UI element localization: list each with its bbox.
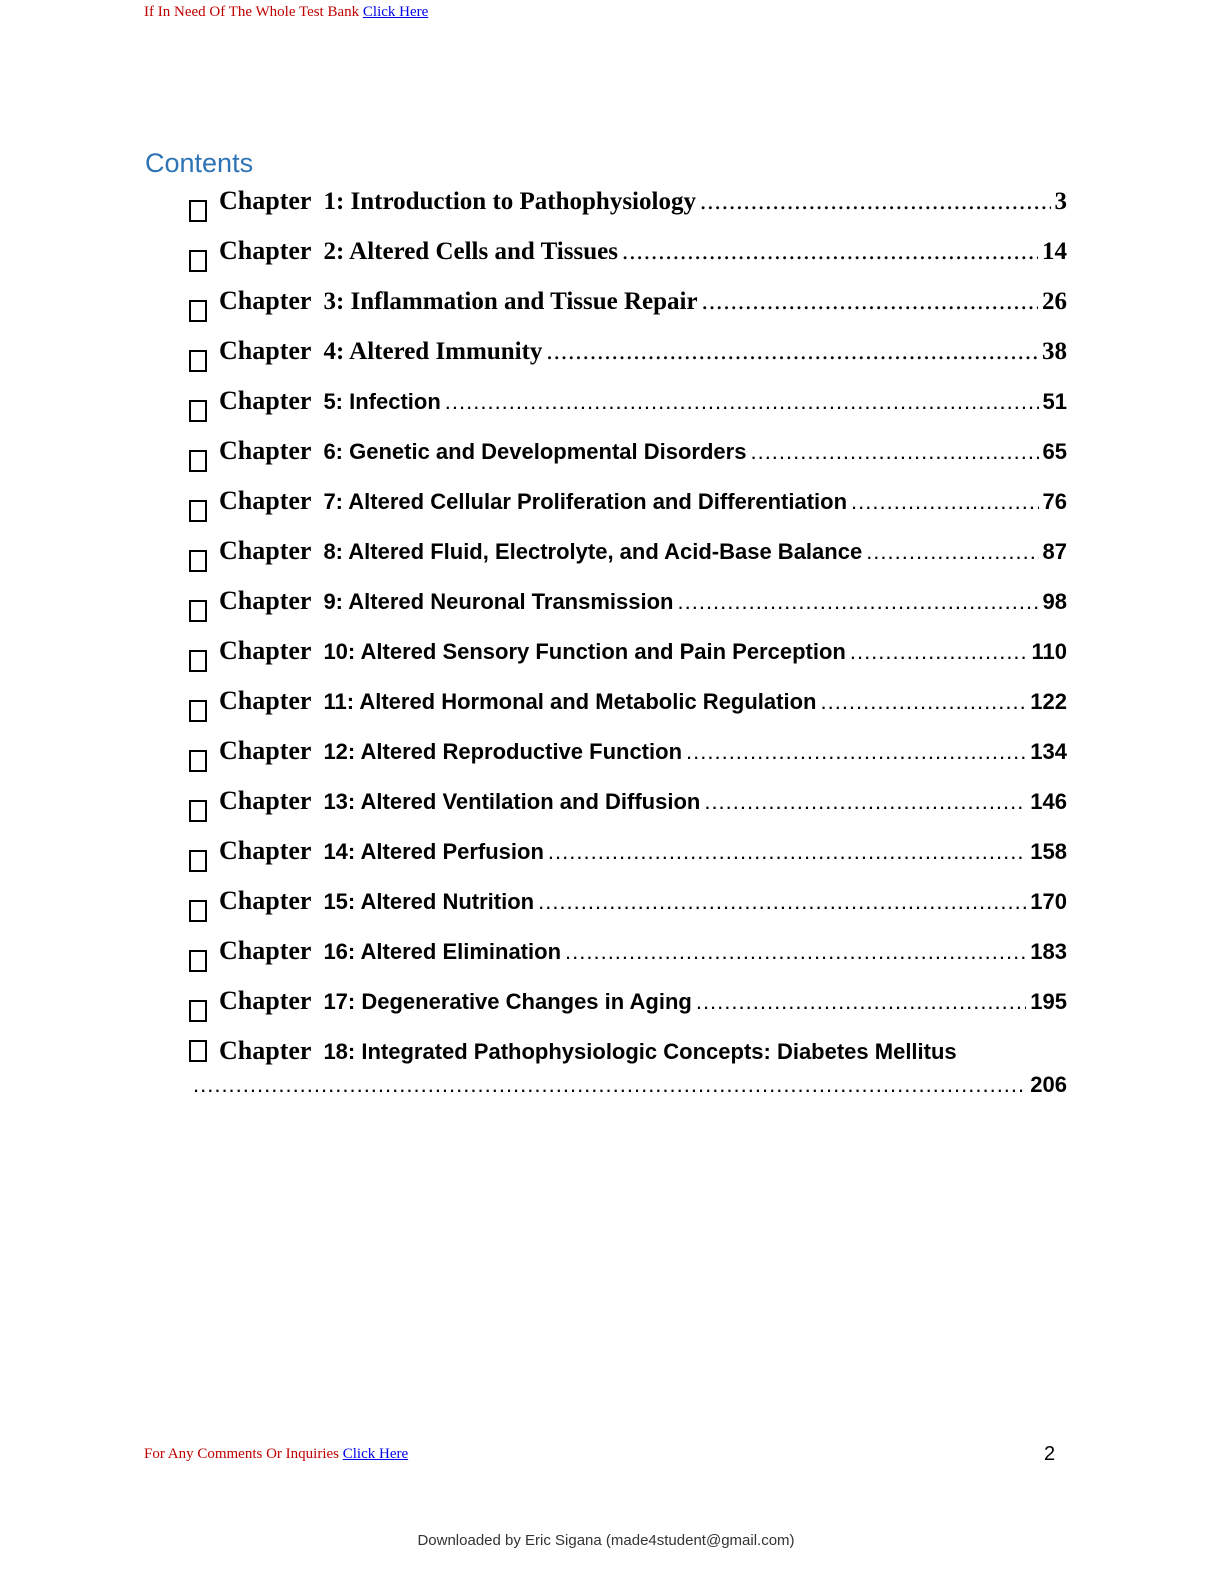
toc-entry[interactable]: [189, 236, 1067, 286]
toc-entry[interactable]: [189, 536, 1067, 586]
toc-chapter-word: Chapter: [219, 636, 312, 665]
toc-title: 11: Altered Hormonal and Metabolic Regulation: [323, 689, 817, 714]
toc-title: 4: Altered Immunity: [323, 338, 543, 365]
toc-page: 38: [1042, 338, 1067, 365]
footer-note-text: For Any Comments Or Inquiries: [144, 1446, 339, 1462]
toc-title: 17: Degenerative Changes in Aging: [323, 989, 692, 1014]
header-note: [144, 4, 428, 21]
toc-title: 8: Altered Fluid, Electrolyte, and Acid-Base Balance: [323, 539, 863, 564]
dot-leader: [548, 839, 1026, 865]
dot-leader: [538, 889, 1026, 915]
toc-entry[interactable]: [189, 186, 1067, 236]
toc-chapter-word: Chapter: [219, 986, 312, 1015]
toc-page: 110: [1031, 639, 1067, 664]
dot-leader: [546, 338, 1038, 366]
toc-entry[interactable]: [189, 686, 1067, 736]
checkbox-icon: [189, 450, 207, 472]
toc-chapter-word: Chapter: [219, 586, 312, 615]
toc-title: 5: Infection: [323, 389, 441, 414]
dot-leader: [866, 539, 1038, 565]
checkbox-icon: [189, 700, 207, 722]
toc-entry[interactable]: [189, 786, 1067, 836]
toc-entry[interactable]: [189, 736, 1067, 786]
toc-chapter-word: Chapter: [219, 436, 312, 465]
toc-page: 98: [1042, 589, 1067, 614]
toc-entry[interactable]: [189, 386, 1067, 436]
footer-click-here-link[interactable]: Click Here: [342, 1446, 409, 1462]
checkbox-icon: [189, 650, 207, 672]
toc-page: 183: [1030, 939, 1067, 964]
toc-chapter-word: Chapter: [219, 936, 312, 965]
dot-leader: [851, 489, 1038, 515]
checkbox-icon: [189, 300, 207, 322]
toc-entry[interactable]: [189, 636, 1067, 686]
dot-leader: [622, 238, 1038, 266]
toc-entry[interactable]: [189, 1036, 1067, 1098]
toc-page: 3: [1054, 188, 1067, 215]
toc-chapter-word: Chapter: [219, 686, 312, 715]
toc-chapter-word: Chapter: [219, 186, 312, 215]
toc-chapter-word: Chapter: [219, 1036, 312, 1065]
dot-leader: [193, 1072, 1026, 1098]
checkbox-icon: [189, 750, 207, 772]
toc-entry[interactable]: [189, 436, 1067, 486]
toc-entry-continuation: [189, 1072, 1067, 1098]
header-click-here-link[interactable]: Click Here: [362, 4, 429, 20]
toc-page: 158: [1030, 839, 1067, 864]
toc-entry[interactable]: [189, 886, 1067, 936]
toc-page: 87: [1042, 539, 1067, 564]
toc-chapter-word: Chapter: [219, 886, 312, 915]
toc-title: 6: Genetic and Developmental Disorders: [323, 439, 747, 464]
toc-title: 14: Altered Perfusion: [323, 839, 544, 864]
toc-page: 26: [1042, 288, 1067, 315]
toc-entry[interactable]: [189, 336, 1067, 386]
checkbox-icon: [189, 550, 207, 572]
dot-leader: [850, 639, 1028, 665]
checkbox-icon: [189, 250, 207, 272]
toc-entry[interactable]: [189, 586, 1067, 636]
checkbox-icon: [189, 500, 207, 522]
dot-leader: [445, 389, 1039, 415]
toc-page: 206: [1030, 1072, 1067, 1097]
toc-chapter-word: Chapter: [219, 836, 312, 865]
dot-leader: [696, 989, 1026, 1015]
checkbox-icon: [189, 200, 207, 222]
toc-page: 14: [1042, 238, 1067, 265]
toc-title: 16: Altered Elimination: [323, 939, 562, 964]
dot-leader: [686, 739, 1026, 765]
toc-entry[interactable]: [189, 486, 1067, 536]
checkbox-icon: [189, 1000, 207, 1022]
checkbox-icon: [189, 350, 207, 372]
table-of-contents: [189, 186, 1067, 1098]
toc-chapter-word: Chapter: [219, 386, 312, 415]
toc-title: 3: Inflammation and Tissue Repair: [323, 288, 698, 315]
toc-entry[interactable]: [189, 936, 1067, 986]
toc-chapter-word: Chapter: [219, 486, 312, 515]
contents-heading: Contents: [145, 148, 254, 178]
toc-title: 12: Altered Reproductive Function: [323, 739, 683, 764]
header-note-text: If In Need Of The Whole Test Bank: [144, 4, 360, 20]
toc-title: 18: Integrated Pathophysiologic Concepts: Diabetes Mellitus: [323, 1039, 957, 1064]
checkbox-icon: [189, 900, 207, 922]
toc-title: 10: Altered Sensory Function and Pain Perception: [323, 639, 846, 664]
toc-title: 7: Altered Cellular Proliferation and Differentiation: [323, 489, 848, 514]
dot-leader: [565, 939, 1026, 965]
toc-chapter-word: Chapter: [219, 236, 312, 265]
toc-entry[interactable]: [189, 286, 1067, 336]
toc-chapter-word: Chapter: [219, 286, 312, 315]
dot-leader: [704, 789, 1026, 815]
checkbox-icon: [189, 850, 207, 872]
toc-page: 65: [1042, 439, 1067, 464]
toc-page: 76: [1042, 489, 1067, 514]
toc-chapter-word: Chapter: [219, 736, 312, 765]
toc-page: 195: [1030, 989, 1067, 1014]
toc-page: 122: [1030, 689, 1067, 714]
toc-chapter-word: Chapter: [219, 536, 312, 565]
dot-leader: [702, 288, 1038, 316]
download-note: Downloaded by Eric Sigana (made4student@gmail.com): [417, 1532, 795, 1549]
dot-leader: [820, 689, 1026, 715]
checkbox-icon: [189, 600, 207, 622]
toc-page: 51: [1042, 389, 1067, 414]
checkbox-icon: [189, 1040, 207, 1062]
toc-title: 2: Altered Cells and Tissues: [323, 238, 618, 265]
dot-leader: [678, 589, 1039, 615]
toc-chapter-word: Chapter: [219, 336, 312, 365]
toc-page: 134: [1030, 739, 1067, 764]
toc-title: 15: Altered Nutrition: [323, 889, 535, 914]
toc-title: 9: Altered Neuronal Transmission: [323, 589, 674, 614]
dot-leader: [750, 439, 1038, 465]
toc-chapter-word: Chapter: [219, 786, 312, 815]
toc-entry[interactable]: [189, 986, 1067, 1036]
checkbox-icon: [189, 950, 207, 972]
toc-entry[interactable]: [189, 836, 1067, 886]
footer-note: [144, 1446, 408, 1463]
dot-leader: [700, 188, 1051, 216]
toc-title: 13: Altered Ventilation and Diffusion: [323, 789, 701, 814]
toc-page: 146: [1030, 789, 1067, 814]
checkbox-icon: [189, 800, 207, 822]
checkbox-icon: [189, 400, 207, 422]
toc-title: 1: Introduction to Pathophysiology: [323, 188, 696, 215]
page-number: 2: [1044, 1443, 1056, 1465]
toc-page: 170: [1030, 889, 1067, 914]
